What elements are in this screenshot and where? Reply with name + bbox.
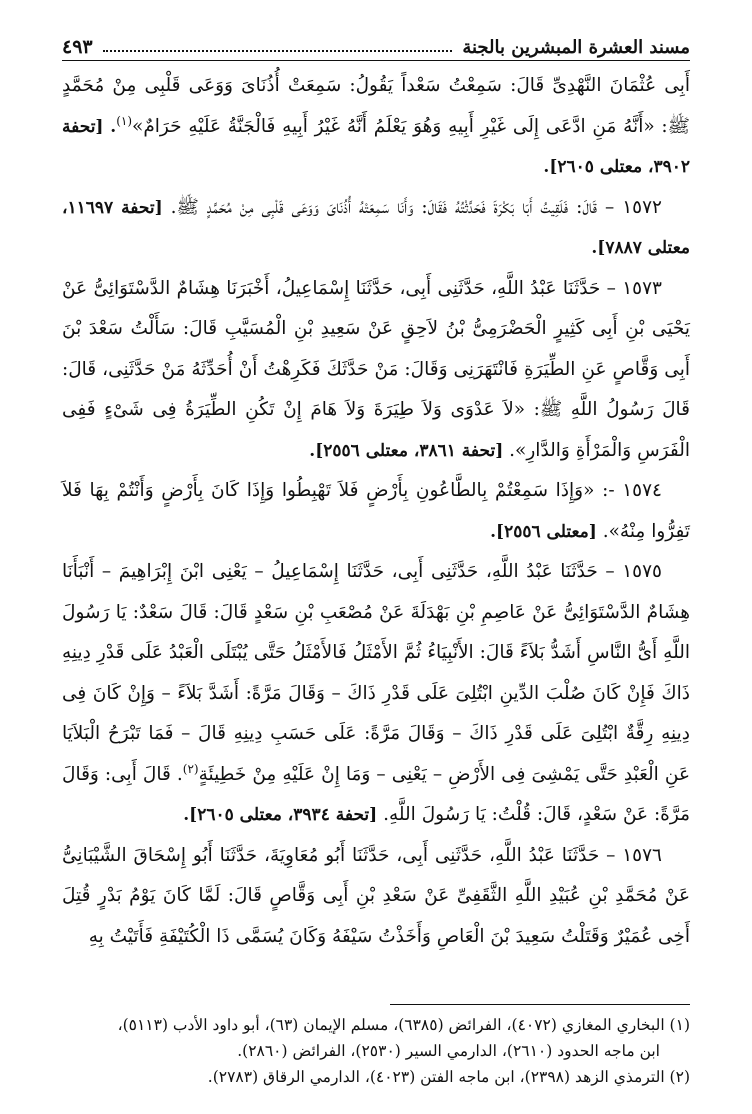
hadith-reference: [معتلى ٢٥٥٦]. bbox=[490, 521, 597, 542]
hadith-paragraph bbox=[62, 66, 690, 188]
hadith-paragraph bbox=[62, 188, 690, 269]
hadith-reference: [تحفة ٣٩٣٤، معتلى ٢٦٠٥]. bbox=[183, 805, 378, 825]
hadith-text bbox=[62, 66, 690, 957]
header-dot-leader bbox=[103, 50, 453, 52]
book-title: مسند العشرة المبشرين بالجنة bbox=[462, 37, 690, 58]
hadith-paragraph bbox=[62, 552, 690, 836]
hadith-text-run: ١٥٧٤ -: «وَإِذَا سَمِعْتُمْ بِالطَّاعُونِ بِأَرْضٍ فَلاَ تَهْبِطُوا وَإِذَا كَانَ بِأَرْضٍ وَأَنْتُمْ بِهَا فَلاَ تَفِرُّوا مِنْهُ». bbox=[62, 480, 690, 542]
hadith-text-run: . قَالَ أَبِى: وَقَالَ مَرَّةً: عَنْ سَعْدٍ، قَالَ: قُلْتُ: يَا رَسُولَ اللَّهِ. bbox=[62, 763, 690, 825]
hadith-reference: . [تحفة ٣٩٠٢، معتلى ٢٦٠٥]. bbox=[62, 116, 690, 177]
hadith-reference: [تحفة ٣٨٦١، معتلى ٢٥٥٦]. bbox=[309, 440, 504, 461]
hadith-paragraph bbox=[62, 269, 690, 472]
hadith-paragraph bbox=[62, 836, 690, 958]
hadith-paragraph bbox=[62, 471, 690, 552]
hadith-text-run: ١٥٧٥ – حَدَّثَنَا عَبْدُ اللَّهِ، حَدَّثَنِى أَبِى، حَدَّثَنَا إِسْمَاعِيلُ – يَعْنِى ابْنَ إِبْرَاهِيمَ – أَنْبَأَنَا هِشَامٌ الدَّسْتَوَائِىُّ عَنْ عَاصِمِ بْنِ بَهْدَلَةَ عَنْ مُصْعَبِ بْنِ سَعْدٍ قَالَ: قَالَ سَعْدٌ: يَا رَسُولَ اللَّهِ أَىُّ النَّاسِ أَشَدُّ بَلاَءً قَالَ: الأَنْبِيَاءُ ثُمَّ الأَمْثَلُ فَالأَمْثَلُ حَتَّى يُبْتَلَى الْعَبْدُ عَلَى قَدْرِ دِينِهِ ذَاكَ فَإِنْ كَانَ صُلْبَ الدِّينِ ابْتُلِىَ عَلَى قَدْرِ ذَاكَ – وَقَالَ مَرَّةً: أَشَدَّ بَلاَءً – وَإِنْ كَانَ فِى دِينِهِ رِقَّةٌ ابْتُلِىَ عَلَى قَدْرِ ذَاكَ – وَقَالَ مَرَّةً: عَلَى حَسَبِ دِينِهِ قَالَ – فَمَا تَبْرَحُ الْبَلاَيَا عَنِ الْعَبْدِ حَتَّى يَمْشِىَ فِى الأَرْضِ – يَعْنِى – وَمَا إِنْ عَلَيْهِ مِنْ خَطِيئَةٍ bbox=[62, 561, 690, 785]
footnote-marker: (١) bbox=[116, 113, 133, 128]
hadith-text-run: أَبِى عُثْمَانَ النَّهْدِىِّ قَالَ: سَمِعْتُ سَعْداً يَقُولُ: سَمِعَتْ أُذُنَاىَ وَوَعَى قَلْبِى مِنْ مُحَمَّدٍ ﷺ: «أَنَّهُ مَنِ ادَّعَى إِلَى غَيْرِ أَبِيهِ وَهُوَ يَعْلَمُ أَنَّهُ غَيْرُ أَبِيهِ فَالْجَنَّةُ عَلَيْهِ حَرَامٌ» bbox=[62, 75, 690, 137]
footnote-line: (١) البخاري المغازي (٤٠٧٢)، الفرائض (٦٣٨٥)، مسلم الإيمان (٦٣)، أبو داود الأدب (٥١١٣)، bbox=[117, 1016, 690, 1034]
hadith-reference: [تحفة ١١٦٩٧، معتلى ٧٨٨٧]. bbox=[62, 197, 690, 258]
footnote-line: ابن ماجه الحدود (٢٦١٠)، الدارمي السير (٢٥٣٠)، الفرائض (٢٨٦٠). bbox=[237, 1042, 660, 1060]
hadith-text-run: ١٥٧٦ – حَدَّثَنَا عَبْدُ اللَّهِ، حَدَّثَنِى أَبِى، حَدَّثَنَا أَبُو مُعَاوِيَةَ، حَدَّثَنَا أَبُو إِسْحَاقَ الشَّيْبَانِىُّ عَنْ مُحَمَّدِ بْنِ عُبَيْدِ اللَّهِ الثَّقَفِىِّ عَنْ سَعْدِ بْنِ أَبِى وَقَّاصٍ قَالَ: لَمَّا كَانَ يَوْمُ بَدْرٍ قُتِلَ أَخِى عُمَيْرٌ وَقَتَلْتُ سَعِيدَ بْنَ الْعَاصِ وَأَخَذْتُ سَيْفَهُ وَكَانَ يُسَمَّى ذَا الْكُتَيْفَةِ فَأَتَيْتُ بِهِ bbox=[62, 844, 690, 947]
footnote-separator bbox=[390, 1004, 690, 1005]
running-header bbox=[62, 26, 690, 61]
hadith-text-run: ١٥٧٣ – حَدَّثَنَا عَبْدُ اللَّهِ، حَدَّثَنِى أَبِى، حَدَّثَنَا إِسْمَاعِيلُ، أَخْبَرَنَا هِشَامٌ الدَّسْتَوَائِىُّ عَنْ يَحْيَى بْنِ أَبِى كَثِيرٍ الْحَضْرَمِىُّ بْنُ لاَحِقٍ عَنْ سَعِيدِ بْنِ الْمُسَيَّبِ قَالَ: سَأَلْتُ سَعْدَ بْنَ أَبِى وَقَّاصٍ عَنِ الطِّيَرَةِ فَانْتَهَرَنِى وَقَالَ: مَنْ حَدَّثَكَ فَكَرِهْتُ أَنْ أُحَدِّثَهُ مَنْ حَدَّثَنِى، قَالَ: قَالَ رَسُولُ اللَّهِ ﷺ: «لاَ عَدْوَى وَلاَ طِيَرَةَ وَلاَ هَامَ إِنْ تَكُنِ الطِّيَرَةُ فِى شَىْءٍ فَفِى الْفَرَسِ وَالْمَرْأَةِ وَالدَّارِ». bbox=[62, 277, 690, 461]
footnote-line: (٢) الترمذي الزهد (٢٣٩٨)، ابن ماجه الفتن (٤٠٢٣)، الدارمي الرقاق (٢٧٨٣). bbox=[207, 1068, 690, 1086]
footnote-marker: (٢) bbox=[182, 761, 199, 776]
hadith-text-run: ١٥٧٢ – قَالَ: فَلَقِيتُ أَبَا بَكْرَةَ فَحَدَّثْتُهُ فَقَالَ: وَأَنَا سَمِعَتْهُ أُذُنَاىَ وَوَعَى قَلْبِى مِنْ مُحَمَّدٍ ﷺ. bbox=[170, 196, 662, 218]
footnotes bbox=[62, 1012, 690, 1090]
page-number: ٤٩٣ bbox=[62, 36, 93, 58]
